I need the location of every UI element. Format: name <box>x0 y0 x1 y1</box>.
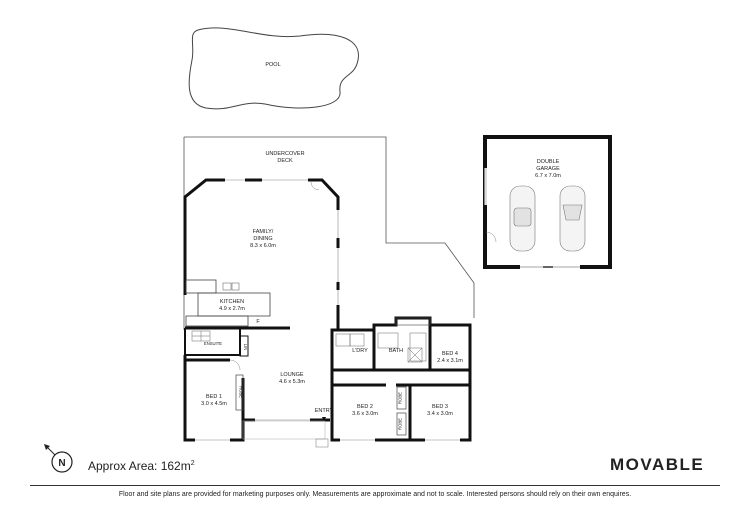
deck-label-1: UNDERCOVER <box>265 151 305 157</box>
family-window-lines <box>225 180 338 305</box>
brand-logo: MOVABLE <box>610 455 705 474</box>
car-icon <box>510 186 535 251</box>
approx-area <box>88 459 195 473</box>
approx-area-text: Approx Area: 162m <box>88 459 191 473</box>
fridge-label: F <box>256 319 260 325</box>
pool-label: POOL <box>265 62 281 68</box>
entry-step <box>316 439 328 447</box>
garage-label-1: DOUBLE <box>536 159 560 165</box>
bed1-robe-label: ROBE <box>238 386 244 398</box>
bed2-robe-label: ROBE <box>397 392 403 404</box>
compass-letter: N <box>58 458 66 469</box>
pool-outline <box>189 28 358 109</box>
family-dining-walls <box>185 180 338 330</box>
family-label-2: DINING <box>253 236 273 242</box>
lounge-walls <box>243 420 330 440</box>
bed2-dim: 3.6 x 3.0m <box>352 411 378 417</box>
lounge-label: LOUNGE <box>280 372 304 378</box>
ensuite-label: ENSUITE <box>203 341 223 346</box>
footer-divider <box>30 485 720 486</box>
disclaimer-text: Floor and site plans are provided for marketing purposes only. Measurements are approximate and not to scale. Interested persons should rely on their own enquires. <box>118 491 632 498</box>
kitchen-label: KITCHEN <box>219 299 245 305</box>
lounge-dim: 4.6 x 5.3m <box>279 379 305 385</box>
bed1-label: BED 1 <box>206 394 222 400</box>
bed4-label: BED 4 <box>442 351 458 357</box>
family-windows <box>225 180 338 305</box>
bed3-robe-label: ROBE <box>397 418 403 430</box>
garage-dim: 6.7 x 7.0m <box>535 173 561 179</box>
bed4-dim: 2.4 x 3.1m <box>437 358 463 364</box>
kitchen-dim: 4.9 x 2.7m <box>219 306 245 312</box>
linen-label: LIN <box>243 343 248 351</box>
bed3-label: BED 3 <box>432 404 448 410</box>
bed2-label: BED 2 <box>357 404 373 410</box>
bath-label: BATH <box>388 348 404 354</box>
bed1-dim: 3.0 x 4.5m <box>201 401 227 407</box>
deck-label-2: DECK <box>277 158 293 164</box>
front-porch <box>243 421 325 439</box>
approx-area-sup: 2 <box>190 460 195 467</box>
bed3-dim: 3.4 x 3.0m <box>427 411 453 417</box>
toilet-icon <box>192 331 210 341</box>
family-dim: 8.3 x 6.0m <box>250 243 276 249</box>
sink-icon <box>223 283 239 290</box>
laundry-label: L'DRY <box>352 348 368 354</box>
double-garage <box>485 137 610 268</box>
car-icon <box>560 186 585 251</box>
north-compass-icon <box>44 444 72 472</box>
family-label-1: FAMILY/ <box>252 229 274 235</box>
entry-label: ENTRY <box>314 408 334 414</box>
laundry-fixtures <box>336 334 364 346</box>
deck-outline <box>184 137 474 318</box>
door-swing <box>311 182 319 190</box>
garage-label-2: GARAGE <box>536 166 560 172</box>
